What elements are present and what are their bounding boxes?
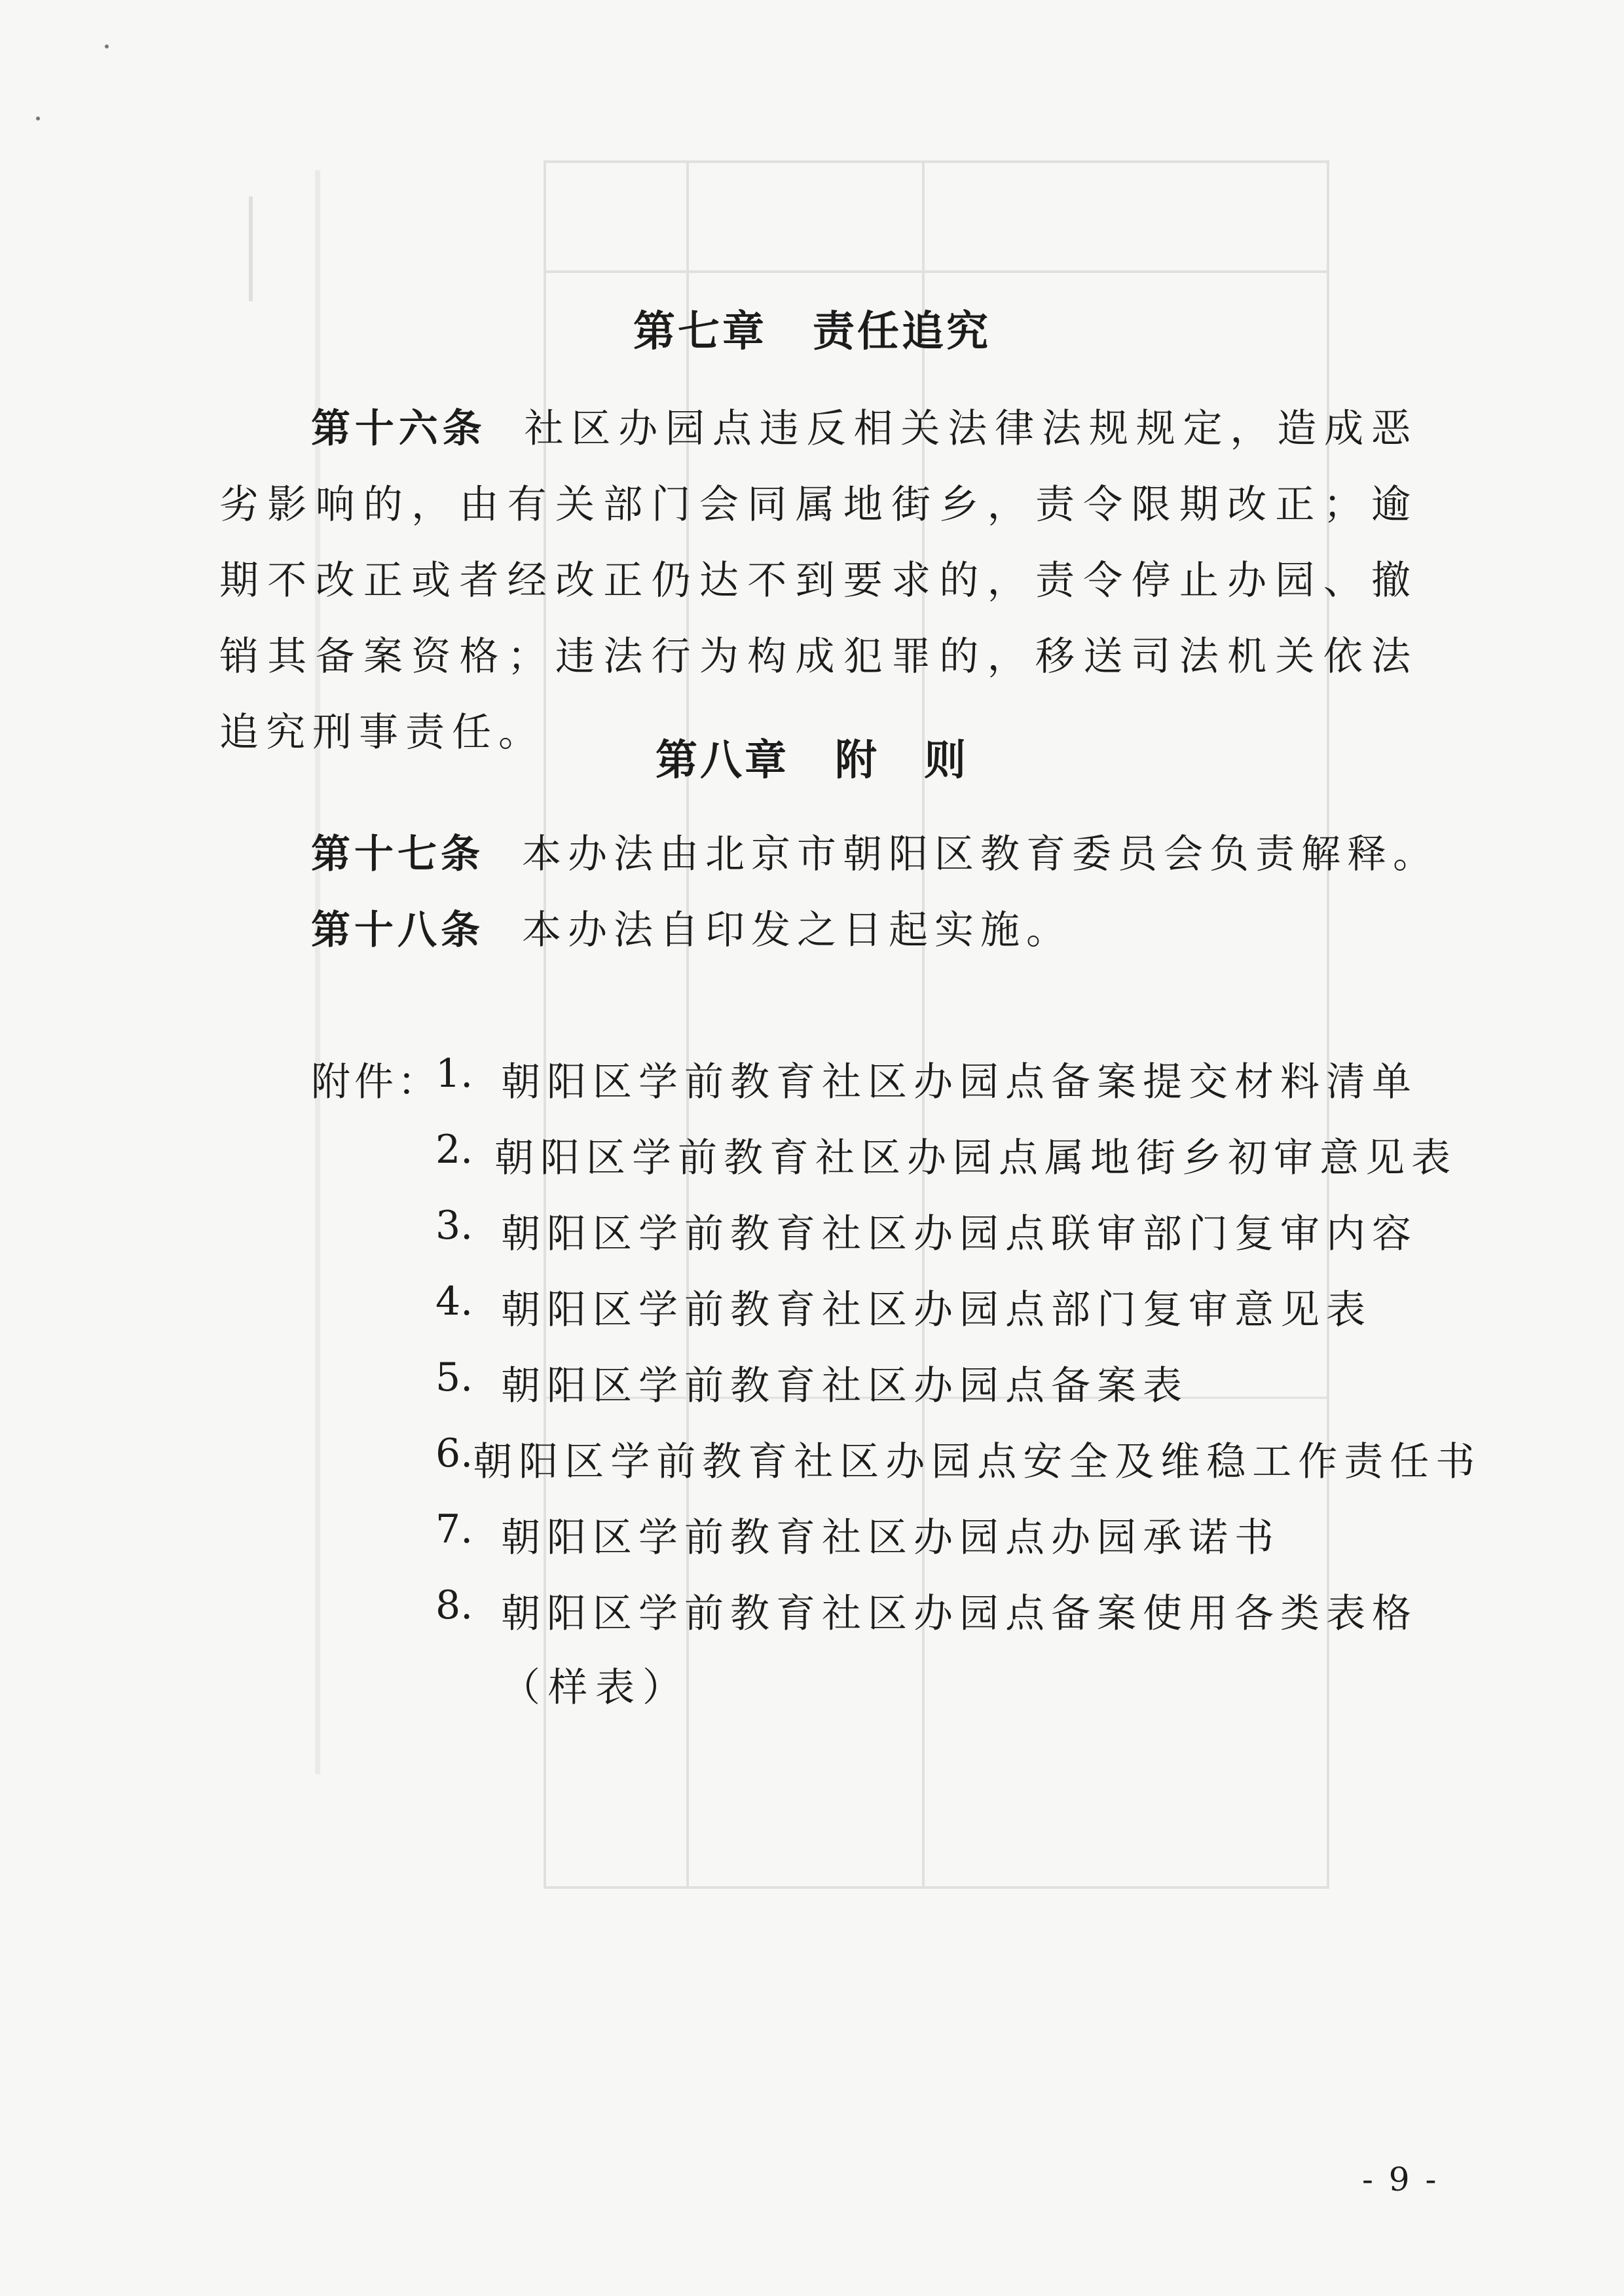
chapter-8-heading <box>0 727 1624 787</box>
attachment-number: 5. <box>435 1355 473 1400</box>
attachment-number: 6. <box>435 1430 473 1476</box>
chapter-8-title: 附 则 <box>835 737 969 785</box>
attachment-title: 朝阳区学前教育社区办园点备案使用各类表格 <box>501 1591 1418 1637</box>
attachment-title: 朝阳区学前教育社区办园点部门复审意见表 <box>501 1287 1372 1333</box>
attachment-number: 1. <box>435 1051 473 1097</box>
attachment-title: 朝阳区学前教育社区办园点安全及维稳工作责任书 <box>473 1439 1482 1485</box>
bleed-through-tag <box>249 196 279 301</box>
chapter-8-number: 第八章 <box>655 737 789 785</box>
scan-speck <box>36 117 40 120</box>
article-17-text: 本办法由北京市朝阳区教育委员会负责解释。 <box>522 831 1439 877</box>
chapter-7-title: 责任追究 <box>813 308 991 356</box>
attachments-label: 附件： <box>311 1059 441 1105</box>
article-16 <box>219 391 1418 771</box>
article-16-text: 社区办园点违反相关法律法规规定，造成恶劣影响的，由有关部门会同属地街乡，责令限期改正；逾期不改正或者经改正仍达不到要求的，责令停止办园、撤销其备案资格；违法行为构成犯罪的，移送司法机关依法追究刑事责任。 <box>219 406 1418 756</box>
attachment-item <box>435 1127 1457 1203</box>
chapter-7-heading <box>0 298 1624 358</box>
article-17 <box>311 823 1457 879</box>
attachment-number: 8. <box>435 1582 473 1628</box>
attachments-list <box>435 1051 1482 1658</box>
attachment-item <box>435 1203 1457 1279</box>
page-number: - 9 - <box>1362 2160 1439 2198</box>
attachment-number: 7. <box>435 1506 473 1552</box>
article-18-text: 本办法自印发之日起实施。 <box>522 907 1072 953</box>
attachment-number: 2. <box>435 1127 473 1173</box>
attachment-item <box>435 1506 1457 1582</box>
attachment-title: 朝阳区学前教育社区办园点备案提交材料清单 <box>501 1059 1418 1105</box>
attachment-title: 朝阳区学前教育社区办园点备案表 <box>501 1363 1189 1409</box>
attachment-number: 4. <box>435 1279 473 1324</box>
chapter-7-number: 第七章 <box>633 308 767 356</box>
attachment-item <box>435 1279 1457 1355</box>
article-18-label: 第十八条 <box>311 907 484 953</box>
article-18 <box>311 899 1457 955</box>
attachment-number: 3. <box>435 1203 473 1248</box>
article-17-label: 第十七条 <box>311 831 484 877</box>
attachment-item <box>435 1430 1482 1506</box>
attachment-item <box>435 1051 1457 1127</box>
article-16-label: 第十六条 <box>311 406 487 452</box>
attachment-item <box>435 1582 1457 1658</box>
attachment-8-continuation: （样表） <box>501 1665 690 1711</box>
scan-speck <box>105 45 109 48</box>
attachment-item <box>435 1355 1457 1430</box>
attachment-title: 朝阳区学前教育社区办园点属地街乡初审意见表 <box>494 1135 1457 1181</box>
attachment-title: 朝阳区学前教育社区办园点联审部门复审内容 <box>501 1211 1418 1257</box>
attachment-title: 朝阳区学前教育社区办园点办园承诺书 <box>501 1515 1280 1561</box>
